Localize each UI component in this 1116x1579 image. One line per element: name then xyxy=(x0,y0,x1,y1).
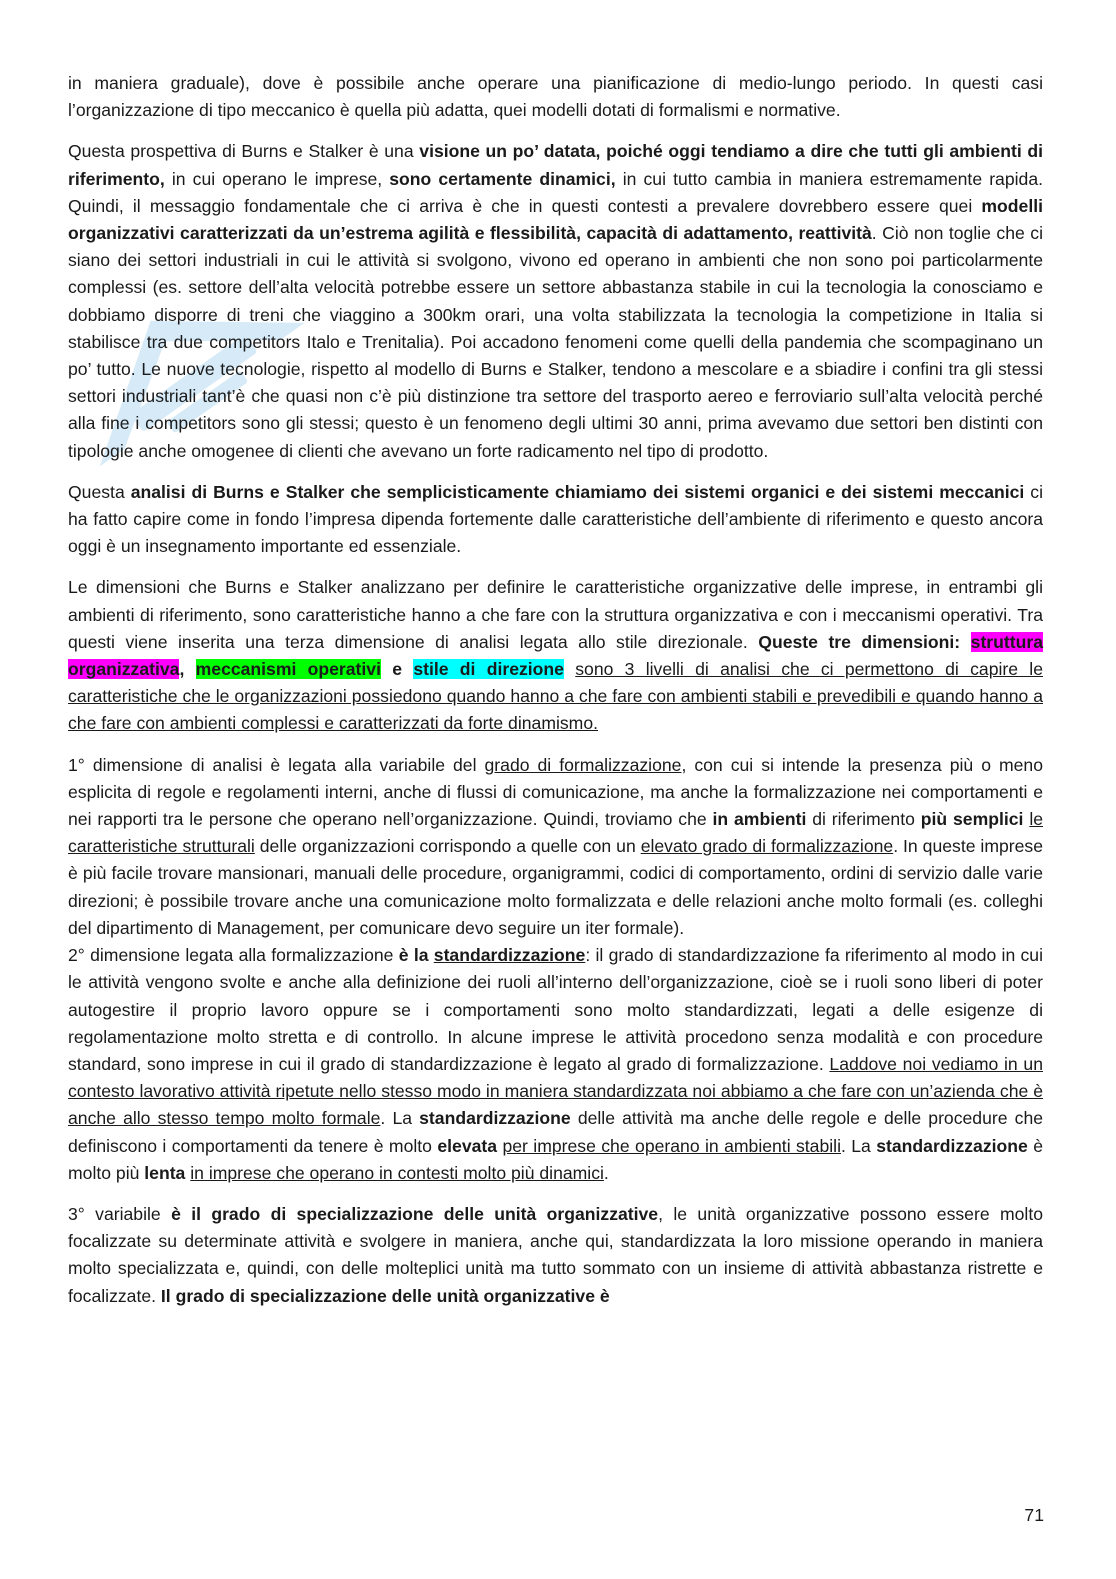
highlight-stile: stile di direzione xyxy=(413,659,564,680)
paragraph-specializzazione: 3° variabile è il grado di specializzazione delle unità organizzative, le unità organizzative possono essere molto focalizzate su determinate attività e svolgere in maniera, anche qui, standardizzata la loro missione operando in maniera molto specializzata e, quindi, con delle molteplici unità ma tutto sommato con un insieme di attività abbastanza ristrette e focalizzate. Il grado di specializzazione delle unità organizzative è xyxy=(68,1203,1043,1306)
paragraph-standardizzazione: 2° dimensione legata alla formalizzazione è la standardizzazione: il grado di standardizzazione fa riferimento al modo in cui le attività vengono svolte e anche alla definizione dei ruoli all’interno dell’organizzazione, cioè se i ruoli sono liberi di poter autogestire il proprio lavoro oppure se i comportamenti sono molto standardizzati, legati a delle esigenze di regolamentazione molto stretta e di controllo. In alcune imprese le attività procedono senza modalità e con procedure standard, sono imprese in cui il grado di standardizzazione è legato al grado di formalizzazione. Laddove noi vediamo in un contesto lavorativo attività ripetute nello stesso modo in maniera standardizzata noi abbiamo a che fare con un’azienda che è anche allo stesso tempo molto formale. La standardizzazione delle attività ma anche delle regole e delle procedure che definiscono i comportamenti da tenere è molto elevata per imprese che operano in ambienti stabili. La standardizzazione è molto più lenta in imprese che operano in contesti molto più dinamici. xyxy=(68,945,1044,1183)
highlight-struttura: struttura organizzativa xyxy=(68,631,1043,680)
paragraph-burns-stalker-view: Questa prospettiva di Burns e Stalker è una visione un po’ datata, poiché oggi tendiamo a dire che tutti gli ambienti di riferimento, in cui operano le imprese, sono certamente dinamici, in cui tutto cambia in maniera estremamente rapida. Quindi, il messaggio fondamentale che ci arriva è che in questi contesti a prevalere dovrebbero essere quei modelli organizzativi caratterizzati da un’estrema agilità e flessibilità, capacità di adattamento, reattività. Ciò non toglie che ci siano dei settori industriali in cui le attività si svolgono, vivono ed operano in ambienti che non sono poi particolarmente complessi (es. settore dell’alta velocità potrebbe essere un settore abbastanza stabile in cui la tecnologia la conosciamo e dobbiamo disporre di treni che viaggino a 300km orari, una volta stabilizzata la tecnologia la competizione in Italia si stabilisce tra due competitors Italo e Trenitalia). Poi accadono fenomeni come quelli della pandemia che scompaginano un po’ tutto. Le nuove tecnologie, rispetto al modello di Burns e Stalker, tendono a mescolare e a sbiadire i confini tra gli stessi settori industriali tant’è che quasi non c’è più distinzione tra settore del trasporto aereo e ferroviario sull’alta velocità perché alla fine i competitors sono gli stessi; questo è un fenomeno degli ultimi 30 anni, prima avevamo due settori ben distinti con tipologie anche omogenee di clienti che avevano un forte radicamento nel tipo di prodotto. xyxy=(68,141,1043,461)
highlight-meccanismi: meccanismi operativi xyxy=(195,659,381,680)
paragraph-intro: in maniera graduale), dove è possibile anche operare una pianificazione di medio-lungo periodo. In questi casi l’organizzazione di tipo meccanico è quella più adatta, quei modelli dotati di formalismi e normative. xyxy=(68,73,1043,121)
paragraph-organic-mechanic: Questa analisi di Burns e Stalker che semplicisticamente chiamiamo dei sistemi organici e dei sistemi meccanici ci ha fatto capire come in fondo l’impresa dipenda fortemente dalle caratteristiche dell’ambiente di riferimento e questo ancora oggi è un insegnamento importante ed essenziale. xyxy=(68,481,1043,557)
paragraph-formalizzazione: 1° dimensione di analisi è legata alla variabile del grado di formalizzazione, con cui si intende la presenza più o meno esplicita di regole e regolamenti interni, anche di flussi di comunicazione, ma anche la formalizzazione nei comportamenti e nei rapporti tra le persone che operano nell’organizzazione. Quindi, troviamo che in ambienti di riferimento più semplici le caratteristiche strutturali delle organizzazioni corrispondo a quelle con un elevato grado di formalizzazione. In queste imprese è più facile trovare mansionari, manuali delle procedure, organigrammi, codici di comportamento, ordini di servizio dalle varie direzioni; è possibile trovare anche una comunicazione molto formalizzata e delle relazioni anche molto formali (es. colleghi del dipartimento di Management, per comunicare devo seguire un iter formale). xyxy=(68,754,1044,938)
document-page xyxy=(68,70,1043,1324)
page-number: 71 xyxy=(1024,1505,1044,1525)
paragraph-three-dimensions: Le dimensioni che Burns e Stalker analizzano per definire le caratteristiche organizzative delle imprese, in entrambi gli ambienti di riferimento, sono caratteristiche hanno a che fare con la struttura organizzativa e con i meccanismi operativi. Tra questi viene inserita una terza dimensione di analisi legata allo stile direzionale. Queste tre dimensioni: struttura organizzativa, meccanismi operativi e stile di direzione sono 3 livelli di analisi che ci permettono di capire le caratteristiche che le organizzazioni possiedono quando hanno a che fare con ambienti stabili e prevedibili e quando hanno a che fare con ambienti complessi e caratterizzati da forte dinamismo. xyxy=(68,577,1043,734)
